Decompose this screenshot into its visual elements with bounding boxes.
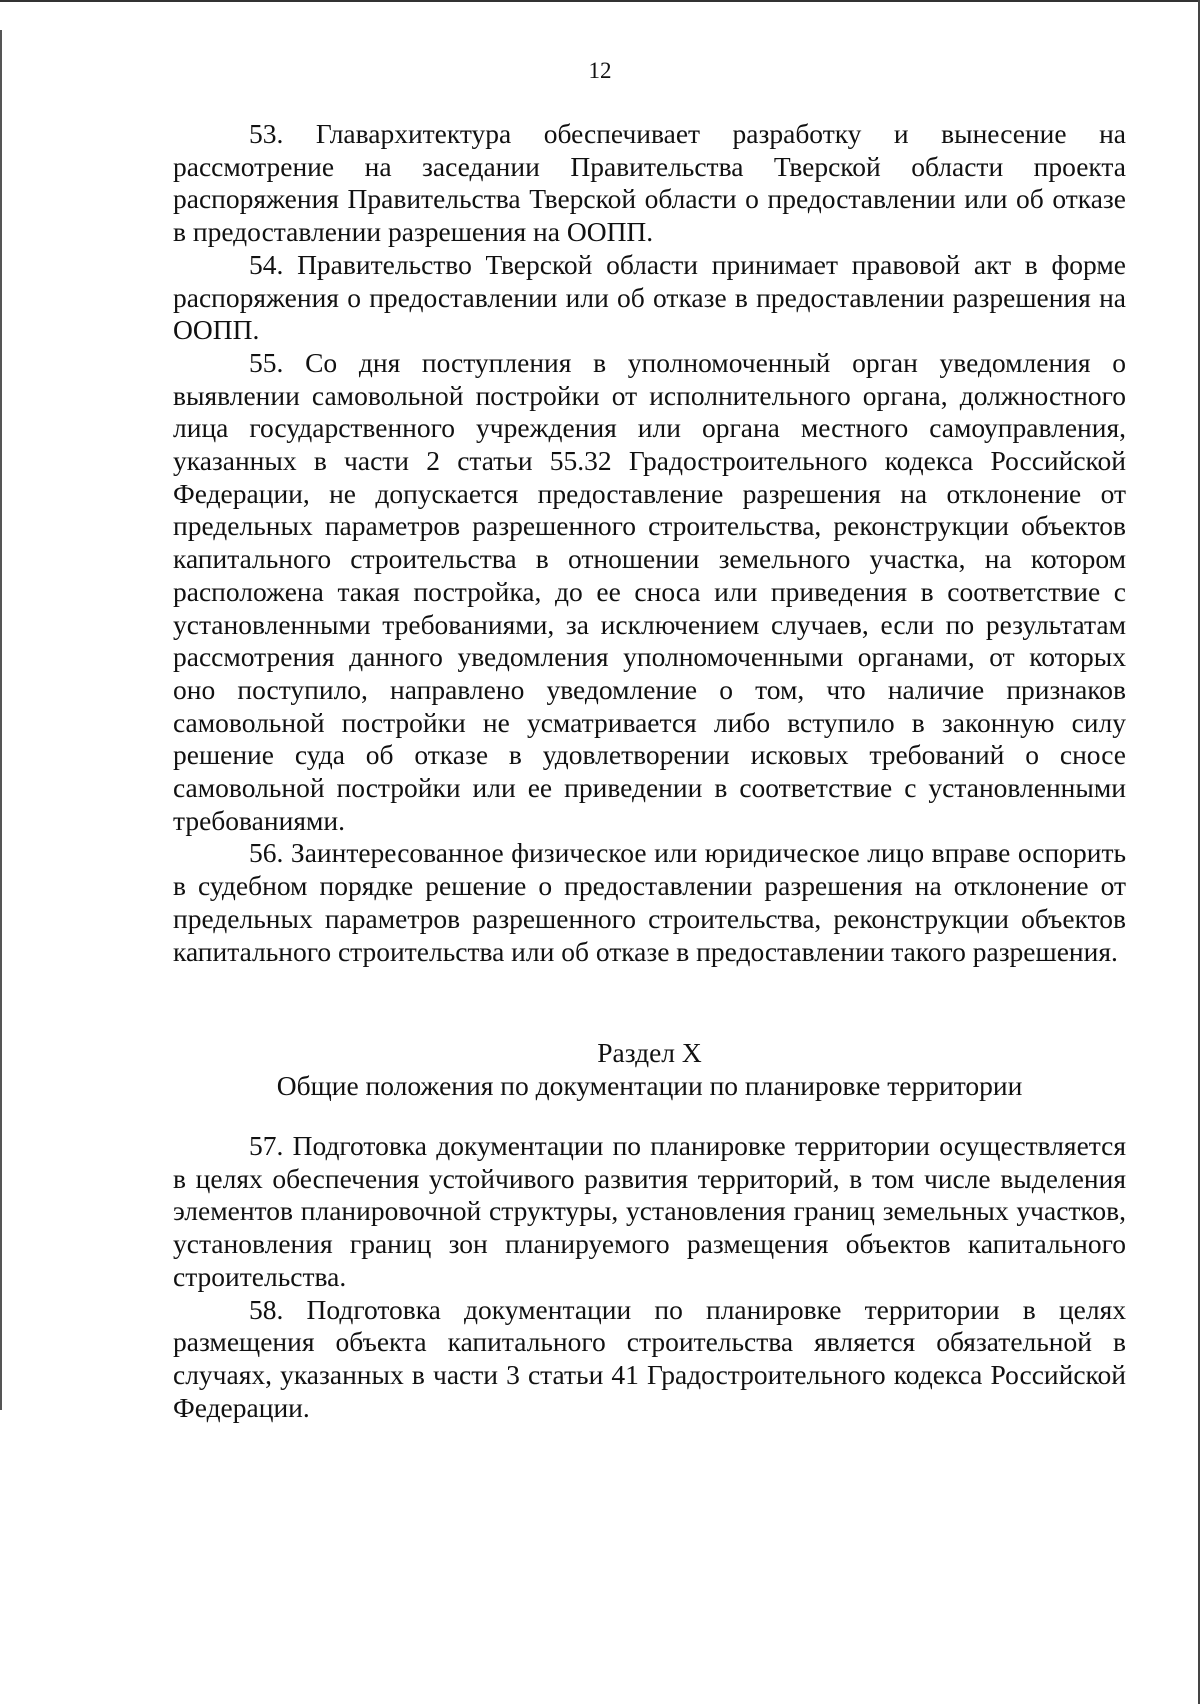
section-number: Раздел X <box>597 1037 702 1068</box>
section-title: Общие положения по документации по планировке территории <box>276 1070 1023 1101</box>
scan-edge-left <box>0 30 2 1410</box>
section-heading <box>173 1036 1126 1102</box>
paragraph-53: 53. Главархитектура обеспечивает разработку и вынесение на рассмотрение на заседании Правительства Тверской области проекта распоряжения Правительства Тверской области о предоставлении или об отказе в предоставлении разрешения на ООПП. <box>173 118 1126 248</box>
paragraph-56: 56. Заинтересованное физическое или юридическое лицо вправе оспорить в судебном порядке решение о предоставлении разрешения на отклонение от предельных параметров разрешенного строительства, реконструкции объектов капитального строительства или об отказе в предоставлении такого разрешения. <box>173 837 1126 967</box>
page-number: 12 <box>588 58 612 83</box>
body-text-lower <box>173 1130 1126 1424</box>
paragraph-54: 54. Правительство Тверской области принимает правовой акт в форме распоряжения о предоставлении или об отказе в предоставлении разрешения на ООПП. <box>173 248 1126 346</box>
paragraph-58: 58. Подготовка документации по планировке территории в целях размещения объекта капитального строительства является обязательной в случаях, указанных в части 3 статьи 41 Градостроительного кодекса Российской Федерации. <box>173 1293 1126 1423</box>
paragraph-55: 55. Со дня поступления в уполномоченный орган уведомления о выявлении самовольной постройки от исполнительного органа, должностного лица государственного учреждения или органа местного самоуправления, указанных в части 2 статьи 55.32 Градостроительного кодекса Российской Федерации, не допускается предоставление разрешения на отклонение от предельных параметров разрешенного строительства, реконструкции объектов капитального строительства в отношении земельного участка, на котором расположена такая постройка, до ее сноса или приведения в соответствие с установленными требованиями, за исключением случаев, если по результатам рассмотрения данного уведомления уполномоченными органами, от которых оно поступило, направлено уведомление о том, что наличие признаков самовольной постройки не усматривается либо вступило в законную силу решение суда об отказе в удовлетворении исковых требований о сносе самовольной постройки или ее приведении в соответствие с установленными требованиями. <box>173 346 1126 836</box>
paragraph-57: 57. Подготовка документации по планировке территории осуществляется в целях обеспечения устойчивого развития территорий, в том числе выделения элементов планировочной структуры, установления границ земельных участков, установления границ зон планируемого размещения объектов капитального строительства. <box>173 1130 1126 1292</box>
scan-edge-top <box>0 0 1200 2</box>
body-text-upper <box>173 118 1126 968</box>
